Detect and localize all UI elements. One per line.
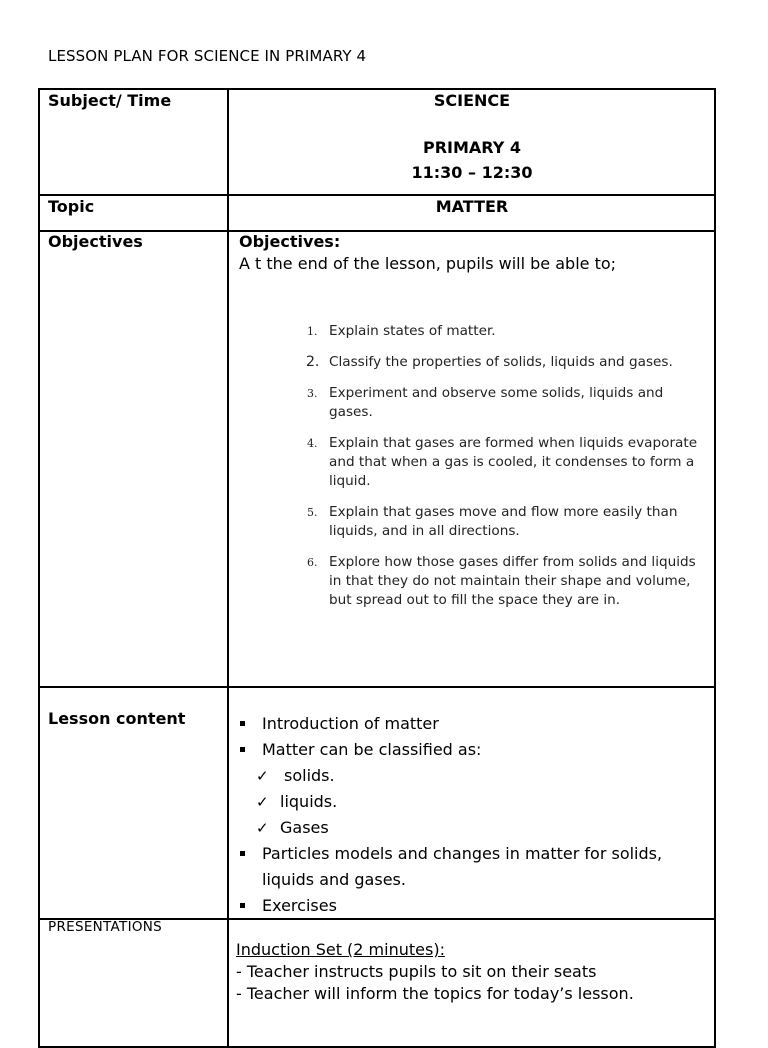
induction-set-heading: Induction Set (2 minutes): xyxy=(236,940,445,959)
document-title: LESSON PLAN FOR SCIENCE IN PRIMARY 4 xyxy=(48,47,367,65)
class-value: PRIMARY 4 xyxy=(422,138,522,157)
list-item: ✓ solids. xyxy=(238,763,698,789)
subject-time-label: Subject/ Time xyxy=(48,91,172,110)
list-item: Matter can be classified as: xyxy=(238,737,698,763)
objective-item: 6. Explore how those gases differ from solids and liquids in that they do not maintain their shape and volume, but spread out to fill the space they are in. xyxy=(307,554,696,608)
checkmark-icon: ✓ xyxy=(256,819,269,837)
list-item: Introduction of matter xyxy=(238,711,698,737)
column-divider xyxy=(227,90,229,1046)
subject-value: SCIENCE xyxy=(433,91,511,110)
objectives-intro: A t the end of the lesson, pupils will be able to; xyxy=(239,254,617,273)
presentations-content xyxy=(236,939,634,1005)
topic-label: Topic xyxy=(48,197,95,216)
list-item: Particles models and changes in matter for solids, liquids and gases. xyxy=(238,841,698,893)
time-value: 11:30 – 12:30 xyxy=(411,163,533,182)
presentations-label: PRESENTATIONS xyxy=(48,919,163,935)
lesson-plan-table xyxy=(38,88,716,1048)
objectives-label: Objectives xyxy=(48,232,143,251)
objective-item: 1. Explain states of matter. xyxy=(307,323,496,339)
presentation-line: - Teacher instructs pupils to sit on their seats xyxy=(236,962,597,981)
row-divider xyxy=(40,686,714,688)
bullet-square-icon xyxy=(240,747,245,752)
lesson-content-label: Lesson content xyxy=(48,709,186,728)
objective-item: 2. Classify the properties of solids, liquids and gases. xyxy=(306,354,673,370)
bullet-square-icon xyxy=(240,721,245,726)
list-item: ✓ liquids. xyxy=(238,789,698,815)
objectives-heading: Objectives: xyxy=(239,232,341,251)
list-item: Exercises xyxy=(238,893,698,919)
objective-item: 4. Explain that gases are formed when liquids evaporate and that when a gas is cooled, it condenses to form a liquid. xyxy=(307,435,698,489)
objective-item: 3. Experiment and observe some solids, liquids and gases. xyxy=(307,385,664,420)
lesson-content-list xyxy=(238,711,698,919)
checkmark-icon: ✓ xyxy=(256,767,269,785)
objectives-list xyxy=(306,322,710,622)
topic-value: MATTER xyxy=(435,197,509,216)
bullet-square-icon xyxy=(240,851,245,856)
list-item: ✓ Gases xyxy=(238,815,698,841)
objective-item: 5. Explain that gases move and flow more easily than liquids, and in all directions. xyxy=(307,504,678,539)
bullet-square-icon xyxy=(240,903,245,908)
checkmark-icon: ✓ xyxy=(256,793,269,811)
presentation-line: - Teacher will inform the topics for today’s lesson. xyxy=(236,984,634,1003)
row-divider xyxy=(40,194,714,196)
